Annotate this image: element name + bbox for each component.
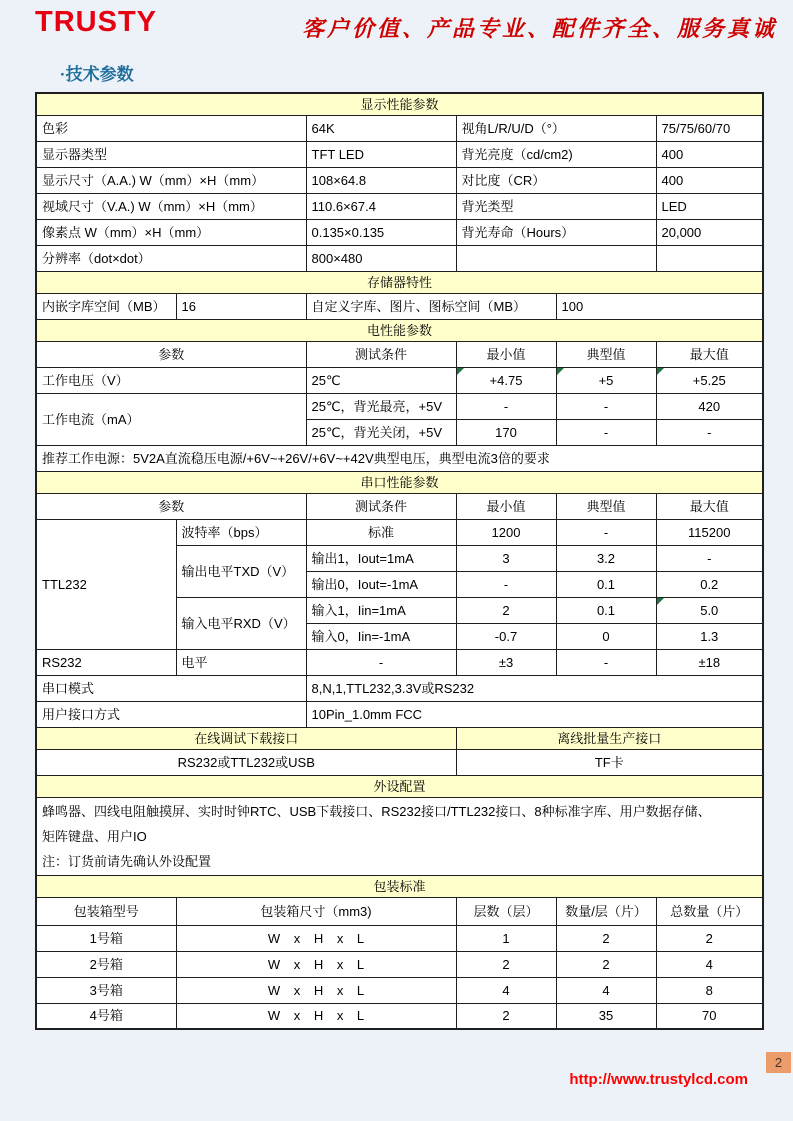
box-size: W x H x L: [176, 1003, 456, 1029]
box-qty-per-layer: 35: [556, 1003, 656, 1029]
spec-label: 用户接口方式: [36, 701, 306, 727]
spec-label: 串口模式: [36, 675, 306, 701]
spec-label: 背光寿命（Hours）: [456, 219, 656, 245]
peripherals-line1: 蜂鸣器、四线电阻触摸屏、实时时钟RTC、USB下载接口、RS232接口/TTL232接口、8种标准字库、用户数据存储、: [42, 803, 711, 819]
spec-value: TF卡: [456, 749, 763, 775]
box-layers: 2: [456, 951, 556, 977]
peripherals-cell: [36, 797, 763, 875]
spec-value: 2: [456, 597, 556, 623]
spec-value: 420: [656, 393, 763, 419]
spec-label: 显示器类型: [36, 141, 306, 167]
spec-label: 工作电流（mA）: [36, 393, 306, 445]
col-header-condition: 测试条件: [306, 493, 456, 519]
spec-table: [35, 92, 764, 1030]
spec-value: 170: [456, 419, 556, 445]
spec-value: 8,N,1,TTL232,3.3V或RS232: [306, 675, 763, 701]
spec-value: -: [456, 393, 556, 419]
section-title-electrical: 电性能参数: [36, 319, 763, 341]
spec-value: [656, 245, 763, 271]
col-header-param: 参数: [36, 341, 306, 367]
spec-value: 400: [656, 141, 763, 167]
test-condition: 25℃，背光最亮，+5V: [306, 393, 456, 419]
spec-label: 色彩: [36, 115, 306, 141]
spec-value: 110.6×67.4: [306, 193, 456, 219]
spec-label: TTL232: [36, 519, 176, 649]
spec-value: 20,000: [656, 219, 763, 245]
spec-value: 0.2: [656, 571, 763, 597]
test-condition: 输入1，Iin=1mA: [306, 597, 456, 623]
section-title-packaging: 包装标准: [36, 875, 763, 897]
col-header-param: 参数: [36, 493, 306, 519]
box-total-qty: 8: [656, 977, 763, 1003]
spec-value: -: [656, 419, 763, 445]
col-header-max: 最大值: [656, 341, 763, 367]
spec-value: 75/75/60/70: [656, 115, 763, 141]
spec-value: LED: [656, 193, 763, 219]
box-model: 4号箱: [36, 1003, 176, 1029]
box-layers: 4: [456, 977, 556, 1003]
spec-value: 108×64.8: [306, 167, 456, 193]
section-title-storage: 存储器特性: [36, 271, 763, 293]
power-recommendation-note: 推荐工作电源：5V2A直流稳压电源/+6V~+26V/+6V~+42V典型电压，典型电流3倍的要求: [36, 445, 763, 471]
box-total-qty: 2: [656, 925, 763, 951]
section-title-online-download: 在线调试下载接口: [36, 727, 456, 749]
box-total-qty: 70: [656, 1003, 763, 1029]
spec-value: 0.135×0.135: [306, 219, 456, 245]
test-condition: 输入0，Iin=-1mA: [306, 623, 456, 649]
spec-label: 显示尺寸（A.A.) W（mm）×H（mm）: [36, 167, 306, 193]
spec-value: 115200: [656, 519, 763, 545]
col-header-layers: 层数（层）: [456, 897, 556, 925]
spec-value: 3: [456, 545, 556, 571]
peripherals-note: 注：订货前请先确认外设配置: [42, 853, 212, 869]
box-qty-per-layer: 2: [556, 951, 656, 977]
col-header-typ: 典型值: [556, 493, 656, 519]
spec-label: 背光类型: [456, 193, 656, 219]
spec-label: RS232: [36, 649, 176, 675]
spec-value: TFT LED: [306, 141, 456, 167]
section-title-peripherals: 外设配置: [36, 775, 763, 797]
box-model: 1号箱: [36, 925, 176, 951]
test-condition: -: [306, 649, 456, 675]
box-size: W x H x L: [176, 977, 456, 1003]
spec-value: +4.75: [456, 367, 556, 393]
spec-label: 像素点 W（mm）×H（mm）: [36, 219, 306, 245]
spec-value: 0.1: [556, 571, 656, 597]
section-title-offline-production: 离线批量生产接口: [456, 727, 763, 749]
spec-label: 内嵌字库空间（MB）: [36, 293, 176, 319]
col-header-min: 最小值: [456, 341, 556, 367]
test-condition: 25℃: [306, 367, 456, 393]
website-url: http://www.trustylcd.com: [569, 1071, 748, 1088]
spec-value: ±3: [456, 649, 556, 675]
spec-value: 10Pin_1.0mm FCC: [306, 701, 763, 727]
spec-value: -: [556, 649, 656, 675]
spec-value: 16: [176, 293, 306, 319]
spec-value: 3.2: [556, 545, 656, 571]
box-model: 3号箱: [36, 977, 176, 1003]
box-layers: 1: [456, 925, 556, 951]
spec-label: [456, 245, 656, 271]
test-condition: 输出0，Iout=-1mA: [306, 571, 456, 597]
spec-label: 自定义字库、图片、图标空间（MB）: [306, 293, 556, 319]
spec-value: 1.3: [656, 623, 763, 649]
col-header-condition: 测试条件: [306, 341, 456, 367]
test-condition: 25℃，背光关闭，+5V: [306, 419, 456, 445]
box-size: W x H x L: [176, 951, 456, 977]
spec-value: 0.1: [556, 597, 656, 623]
box-total-qty: 4: [656, 951, 763, 977]
spec-value: 0: [556, 623, 656, 649]
spec-value: 400: [656, 167, 763, 193]
col-header-total-qty: 总数量（片）: [656, 897, 763, 925]
company-logo: TRUSTY: [35, 6, 157, 38]
spec-value: ±18: [656, 649, 763, 675]
col-header-box-size: 包装箱尺寸（mm3): [176, 897, 456, 925]
page-title: ·技术参数: [60, 65, 134, 84]
spec-value: 1200: [456, 519, 556, 545]
spec-label: 电平: [176, 649, 306, 675]
section-title-serial: 串口性能参数: [36, 471, 763, 493]
col-header-qty-per-layer: 数量/层（片）: [556, 897, 656, 925]
page-number-badge: 2: [766, 1052, 791, 1073]
spec-value: -0.7: [456, 623, 556, 649]
spec-value: 800×480: [306, 245, 456, 271]
spec-value: 100: [556, 293, 763, 319]
box-qty-per-layer: 2: [556, 925, 656, 951]
spec-label: 对比度（CR）: [456, 167, 656, 193]
spec-label: 波特率（bps）: [176, 519, 306, 545]
box-size: W x H x L: [176, 925, 456, 951]
spec-label: 视域尺寸（V.A.) W（mm）×H（mm）: [36, 193, 306, 219]
box-qty-per-layer: 4: [556, 977, 656, 1003]
spec-label: 输入电平RXD（V）: [176, 597, 306, 649]
col-header-typ: 典型值: [556, 341, 656, 367]
spec-value: +5.25: [656, 367, 763, 393]
spec-value: -: [456, 571, 556, 597]
spec-label: 分辨率（dot×dot）: [36, 245, 306, 271]
spec-value: -: [656, 545, 763, 571]
col-header-max: 最大值: [656, 493, 763, 519]
col-header-min: 最小值: [456, 493, 556, 519]
spec-label: 输出电平TXD（V）: [176, 545, 306, 597]
spec-value: +5: [556, 367, 656, 393]
col-header-box-model: 包装箱型号: [36, 897, 176, 925]
spec-label: 工作电压（V）: [36, 367, 306, 393]
spec-value: 5.0: [656, 597, 763, 623]
box-model: 2号箱: [36, 951, 176, 977]
test-condition: 标准: [306, 519, 456, 545]
peripherals-line2: 矩阵键盘、用户IO: [42, 828, 147, 844]
company-tagline: 客户价值、产品专业、配件齐全、服务真诚: [301, 16, 777, 41]
spec-value: RS232或TTL232或USB: [36, 749, 456, 775]
spec-value: -: [556, 419, 656, 445]
spec-value: -: [556, 519, 656, 545]
test-condition: 输出1，Iout=1mA: [306, 545, 456, 571]
section-title-display: 显示性能参数: [36, 93, 763, 115]
spec-value: 64K: [306, 115, 456, 141]
spec-label: 视角L/R/U/D（°）: [456, 115, 656, 141]
box-layers: 2: [456, 1003, 556, 1029]
spec-value: -: [556, 393, 656, 419]
spec-label: 背光亮度（cd/cm2): [456, 141, 656, 167]
